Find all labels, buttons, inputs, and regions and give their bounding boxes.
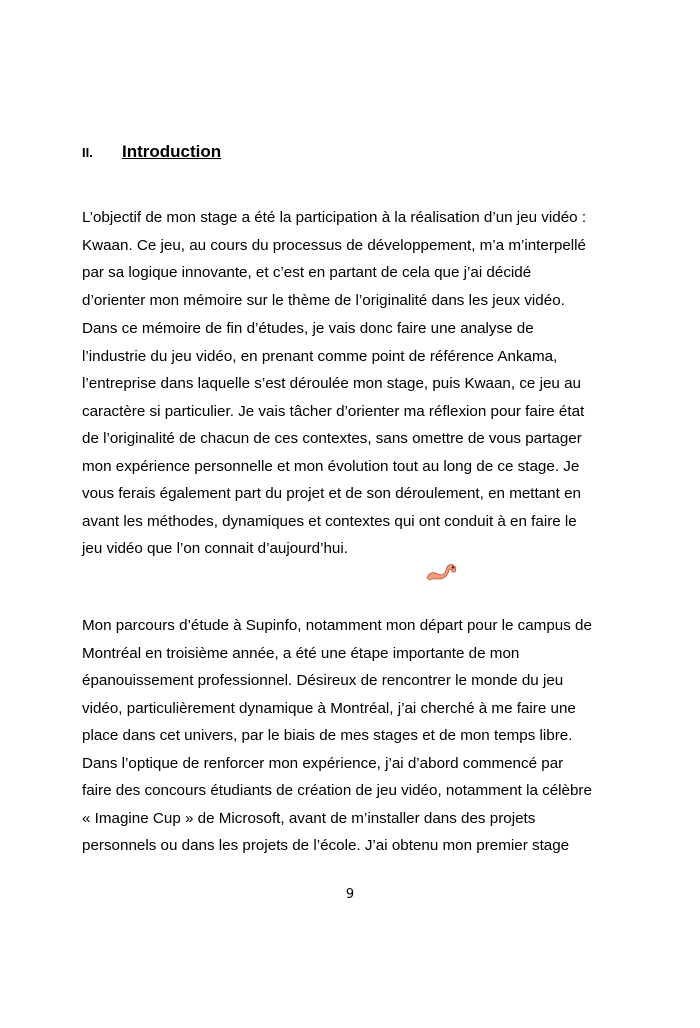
paragraph-line: vous ferais également part du projet et de son déroulement, en mettant en bbox=[82, 485, 581, 502]
paragraph-line: par sa logique innovante, et c’est en partant de cela que j’ai décidé bbox=[82, 264, 532, 281]
section-heading bbox=[82, 142, 221, 166]
page-number: 9 bbox=[345, 887, 355, 902]
paragraph-line: « Imagine Cup » de Microsoft, avant de m’installer dans des projets bbox=[82, 809, 536, 827]
paragraph-line: Dans ce mémoire de fin d’études, je vais donc faire une analyse de bbox=[82, 320, 534, 337]
paragraph-line: faire des concours étudiants de création de jeu vidéo, notamment la célèbre bbox=[82, 782, 592, 799]
paragraph-line: l’entreprise dans laquelle s’est déroulée mon stage, puis Kwaan, ce jeu au bbox=[82, 375, 581, 392]
paragraph-background bbox=[82, 612, 642, 860]
worm-body bbox=[427, 565, 456, 580]
paragraph-line: mon expérience personnelle et mon évolution tout au long de ce stage. Je bbox=[82, 457, 580, 475]
paragraph-line: l’industrie du jeu vidéo, en prenant comme point de référence Ankama, bbox=[82, 347, 558, 365]
paragraph-line: d’orienter mon mémoire sur le thème de l’originalité dans les jeux vidéo. bbox=[82, 291, 565, 309]
paragraph-line: Mon parcours d’étude à Supinfo, notamment mon départ pour le campus de bbox=[82, 617, 592, 634]
section-title: Introduction bbox=[122, 142, 222, 161]
section-number: II. bbox=[82, 145, 93, 160]
paragraph-line: de l’originalité de chacun de ces contextes, sans omettre de vous partager bbox=[82, 430, 582, 447]
worm-icon bbox=[424, 560, 458, 582]
paragraph-line: vidéo, particulièrement dynamique à Montréal, j’ai cherché à me faire une bbox=[82, 699, 576, 717]
paragraph-line: L’objectif de mon stage a été la participation à la réalisation d’un jeu vidéo : bbox=[82, 209, 587, 226]
paragraph-line: épanouissement professionnel. Désireux de rencontrer le monde du jeu bbox=[82, 672, 564, 689]
worm-eye bbox=[452, 566, 454, 568]
paragraph-line: avant les méthodes, dynamiques et contextes qui ont conduit à en faire le bbox=[82, 512, 577, 530]
paragraph-line: Dans l’optique de renforcer mon expérience, j’ai d’abord commencé par bbox=[82, 754, 564, 772]
paragraph-line: personnels ou dans les projets de l’école. J’ai obtenu mon premier stage bbox=[82, 837, 570, 854]
paragraph-line: Kwaan. Ce jeu, au cours du processus de développement, m’a m’interpellé bbox=[82, 236, 586, 254]
paragraph-objective bbox=[82, 204, 642, 314]
paragraph-line: Montréal en troisième année, a été une étape importante de mon bbox=[82, 644, 520, 662]
paragraph-line: jeu vidéo que l’on connait d’aujourd’hui. bbox=[82, 540, 348, 557]
paragraph-line: caractère si particulier. Je vais tâcher d’orienter ma réflexion pour faire état bbox=[82, 402, 585, 420]
paragraph-analysis bbox=[82, 315, 642, 563]
paragraph-line: place dans cet univers, par le biais de mes stages et de mon temps libre. bbox=[82, 727, 573, 744]
